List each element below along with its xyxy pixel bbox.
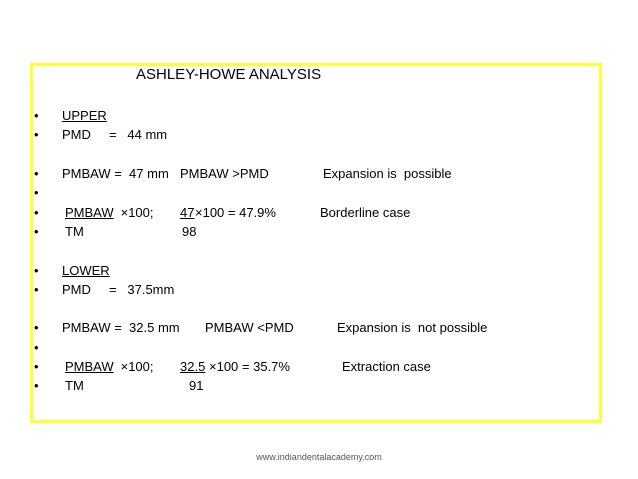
lower-calc-rest: ×100 = 35.7% <box>209 359 290 374</box>
bullet-glyph: • <box>34 127 39 142</box>
lower-calc-num: 32.5 <box>180 359 206 374</box>
lower-calc-suffix: ×100; <box>117 359 154 374</box>
bullet-glyph: • <box>34 282 39 297</box>
lower-pmd: PMD = 37.5mm <box>62 282 175 297</box>
footer-url: www.indiandentalacademy.com <box>256 452 382 462</box>
upper-calc-label: PMBAW <box>65 205 114 220</box>
lower-expansion: Expansion is not possible <box>337 320 488 335</box>
lower-verdict: Extraction case <box>342 359 431 374</box>
upper-tm-value: 98 <box>182 224 197 239</box>
lower-tm-value: 91 <box>189 378 204 393</box>
upper-calc-suffix: ×100; <box>117 205 154 220</box>
bullet-glyph: • <box>34 205 39 220</box>
bullet-glyph: • <box>34 359 39 374</box>
upper-verdict: Borderline case <box>320 205 411 220</box>
upper-pmd: PMD = 44 mm <box>62 127 168 142</box>
lower-pmbaw-relation: PMBAW <PMD <box>205 320 294 335</box>
upper-heading: UPPER <box>62 108 107 123</box>
lower-pmbaw-value: PMBAW = 32.5 mm <box>62 320 180 335</box>
bullet-glyph: • <box>34 320 39 335</box>
bullet-glyph: • <box>34 378 39 393</box>
upper-pmbaw-value: PMBAW = 47 mm <box>62 166 169 181</box>
upper-tm-label: TM <box>65 224 84 239</box>
slide-title: ASHLEY-HOWE ANALYSIS <box>136 66 322 83</box>
bullet-glyph: • <box>34 166 39 181</box>
bullet-glyph: • <box>34 224 39 239</box>
bullet-glyph: • <box>34 108 39 123</box>
upper-calc-rest: ×100 = 47.9% <box>195 205 276 220</box>
lower-tm-label: TM <box>65 378 84 393</box>
bullet-glyph: • <box>34 263 39 278</box>
lower-calc-label: PMBAW <box>65 359 114 374</box>
bullet-glyph: • <box>34 185 39 200</box>
upper-pmbaw-relation: PMBAW >PMD <box>180 166 269 181</box>
bullet-glyph: • <box>34 340 39 355</box>
upper-calc-num: 47 <box>180 205 195 220</box>
slide-border <box>30 63 602 423</box>
upper-expansion: Expansion is possible <box>323 166 452 181</box>
lower-heading: LOWER <box>62 263 110 278</box>
